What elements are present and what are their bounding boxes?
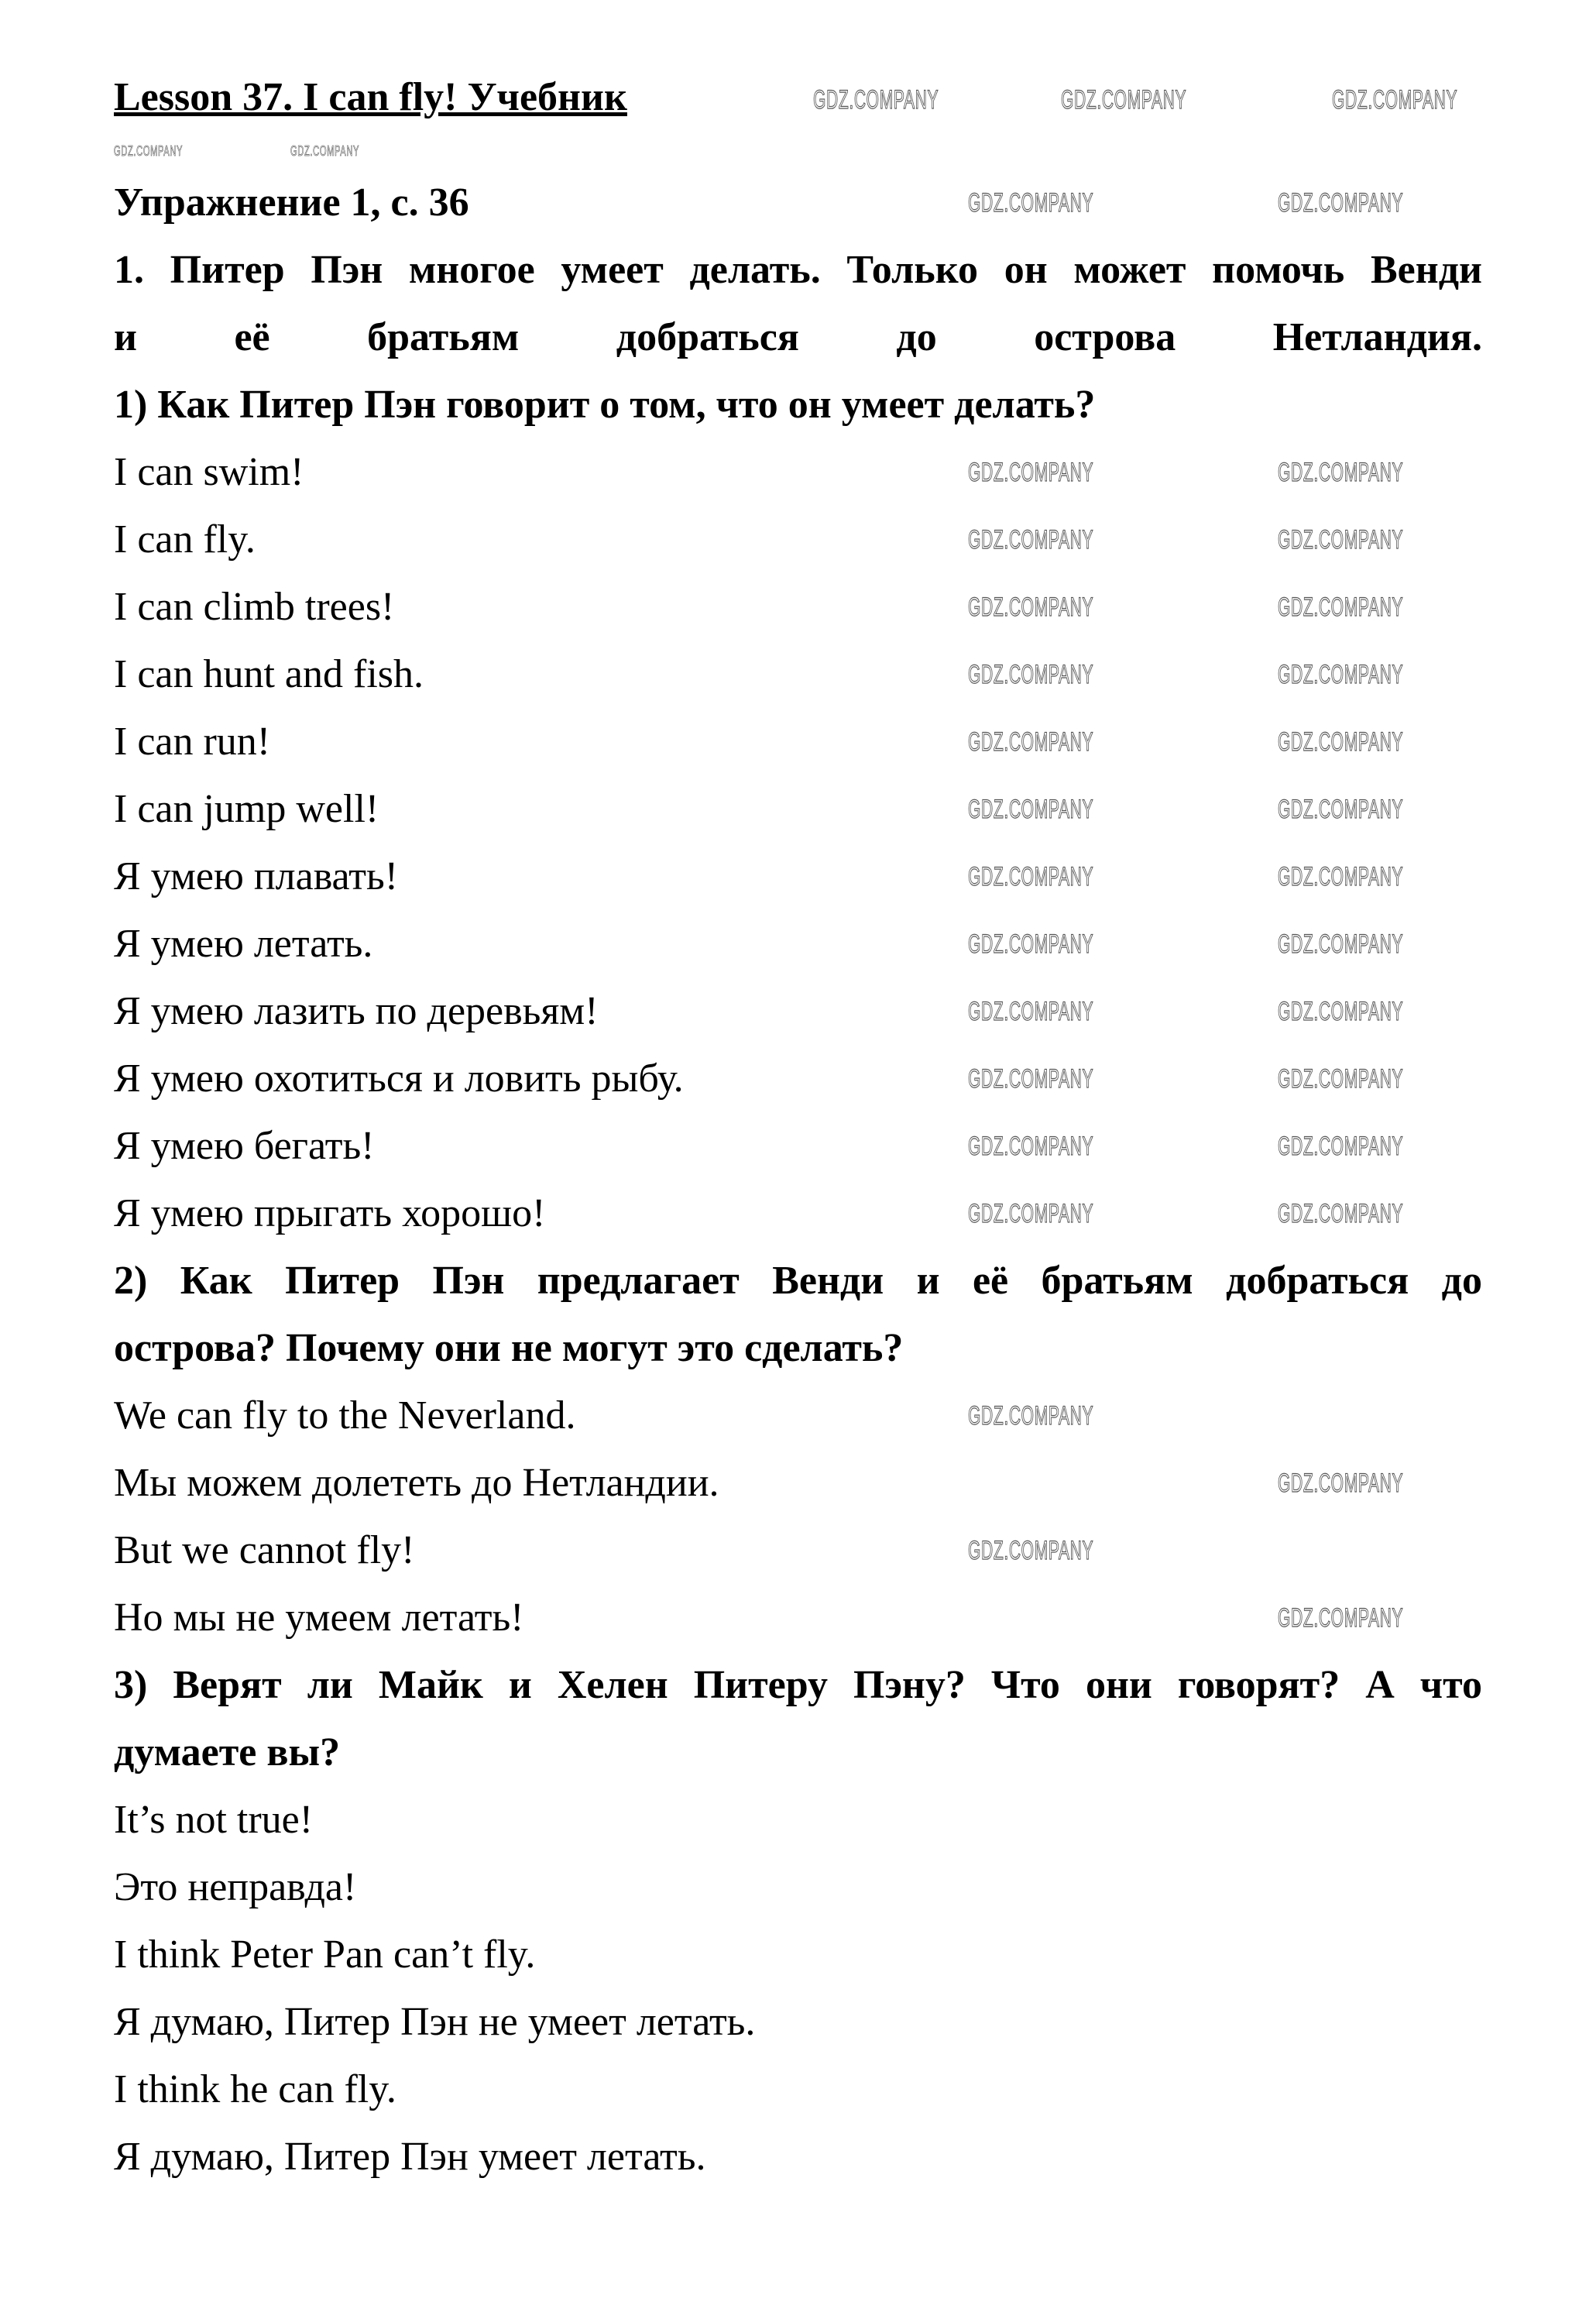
watermark: GDZ.COMPANY bbox=[968, 525, 1094, 555]
watermark: GDZ.COMPANY bbox=[968, 458, 1094, 487]
answer-line: I think he can fly. bbox=[114, 2067, 396, 2111]
answer-line: Но мы не умеем летать! bbox=[114, 1596, 524, 1640]
watermark: GDZ.COMPANY bbox=[1278, 727, 1404, 757]
answer-line: Я умею плавать! bbox=[114, 854, 399, 898]
watermark: GDZ.COMPANY bbox=[968, 997, 1094, 1026]
exercise-heading: Упражнение 1, с. 36 bbox=[114, 180, 469, 225]
watermark: GDZ.COMPANY bbox=[1278, 795, 1404, 824]
watermark: GDZ.COMPANY bbox=[1278, 1064, 1404, 1094]
page-title: Lesson 37. I can fly! Учебник bbox=[114, 75, 627, 119]
watermark: GDZ.COMPANY bbox=[968, 1401, 1094, 1431]
watermark: GDZ.COMPANY bbox=[968, 862, 1094, 892]
question-3: 3) Верят ли Майк и Хелен Питеру Пэну? Что они говорят? А что bbox=[114, 1663, 1482, 1707]
answer-line: I can jump well! bbox=[114, 787, 379, 831]
answer-line: Я умею охотиться и ловить рыбу. bbox=[114, 1056, 684, 1101]
answer-line: I can run! bbox=[114, 720, 271, 764]
watermark: GDZ.COMPANY bbox=[1332, 85, 1458, 115]
watermark: GDZ.COMPANY bbox=[1278, 1603, 1404, 1633]
watermark: GDZ.COMPANY bbox=[114, 143, 184, 159]
watermark: GDZ.COMPANY bbox=[968, 1536, 1094, 1565]
question-3: думаете вы? bbox=[114, 1730, 341, 1774]
task-line: 1. Питер Пэн многое умеет делать. Только он может помочь Венди bbox=[114, 248, 1482, 292]
watermark: GDZ.COMPANY bbox=[1278, 1199, 1404, 1228]
task-line: и её братьям добраться до острова Нетландия. bbox=[114, 315, 1482, 359]
answer-line: I think Peter Pan can’t fly. bbox=[114, 1933, 536, 1977]
answer-line: I can climb trees! bbox=[114, 585, 395, 629]
answer-line: We can fly to the Neverland. bbox=[114, 1393, 576, 1438]
answer-line: Я умею прыгать хорошо! bbox=[114, 1191, 546, 1235]
answer-line: Я думаю, Питер Пэн не умеет летать. bbox=[114, 2000, 756, 2044]
watermark: GDZ.COMPANY bbox=[1278, 1132, 1404, 1161]
answer-line: Я умею бегать! bbox=[114, 1124, 375, 1168]
watermark: GDZ.COMPANY bbox=[1278, 188, 1404, 218]
answer-line: But we cannot fly! bbox=[114, 1528, 415, 1572]
watermark: GDZ.COMPANY bbox=[968, 1064, 1094, 1094]
answer-line: Я умею летать. bbox=[114, 922, 373, 966]
question-2: 2) Как Питер Пэн предлагает Венди и её братьям добраться до bbox=[114, 1259, 1482, 1303]
watermark: GDZ.COMPANY bbox=[1278, 525, 1404, 555]
watermark: GDZ.COMPANY bbox=[1278, 997, 1404, 1026]
watermark: GDZ.COMPANY bbox=[968, 593, 1094, 622]
question-1: 1) Как Питер Пэн говорит о том, что он умеет делать? bbox=[114, 383, 1096, 427]
watermark: GDZ.COMPANY bbox=[1278, 593, 1404, 622]
answer-line: It’s not true! bbox=[114, 1798, 314, 1842]
answer-line: Я думаю, Питер Пэн умеет летать. bbox=[114, 2135, 706, 2179]
watermark: GDZ.COMPANY bbox=[1278, 660, 1404, 689]
watermark: GDZ.COMPANY bbox=[1061, 85, 1187, 115]
watermark: GDZ.COMPANY bbox=[968, 795, 1094, 824]
watermark: GDZ.COMPANY bbox=[1278, 862, 1404, 892]
watermark: GDZ.COMPANY bbox=[1278, 458, 1404, 487]
answer-line: I can fly. bbox=[114, 517, 256, 562]
question-2: острова? Почему они не могут это сделать? bbox=[114, 1326, 904, 1370]
watermark: GDZ.COMPANY bbox=[968, 727, 1094, 757]
watermark: GDZ.COMPANY bbox=[968, 1132, 1094, 1161]
watermark: GDZ.COMPANY bbox=[968, 929, 1094, 959]
watermark: GDZ.COMPANY bbox=[968, 188, 1094, 218]
watermark: GDZ.COMPANY bbox=[290, 143, 360, 159]
answer-line: Я умею лазить по деревьям! bbox=[114, 989, 599, 1033]
answer-line: I can swim! bbox=[114, 450, 304, 494]
watermark: GDZ.COMPANY bbox=[968, 1199, 1094, 1228]
answer-line: Мы можем долететь до Нетландии. bbox=[114, 1461, 719, 1505]
watermark: GDZ.COMPANY bbox=[813, 85, 939, 115]
watermark: GDZ.COMPANY bbox=[968, 660, 1094, 689]
watermark: GDZ.COMPANY bbox=[1278, 929, 1404, 959]
answer-line: Это неправда! bbox=[114, 1865, 357, 1909]
watermark: GDZ.COMPANY bbox=[1278, 1469, 1404, 1498]
answer-line: I can hunt and fish. bbox=[114, 652, 424, 696]
